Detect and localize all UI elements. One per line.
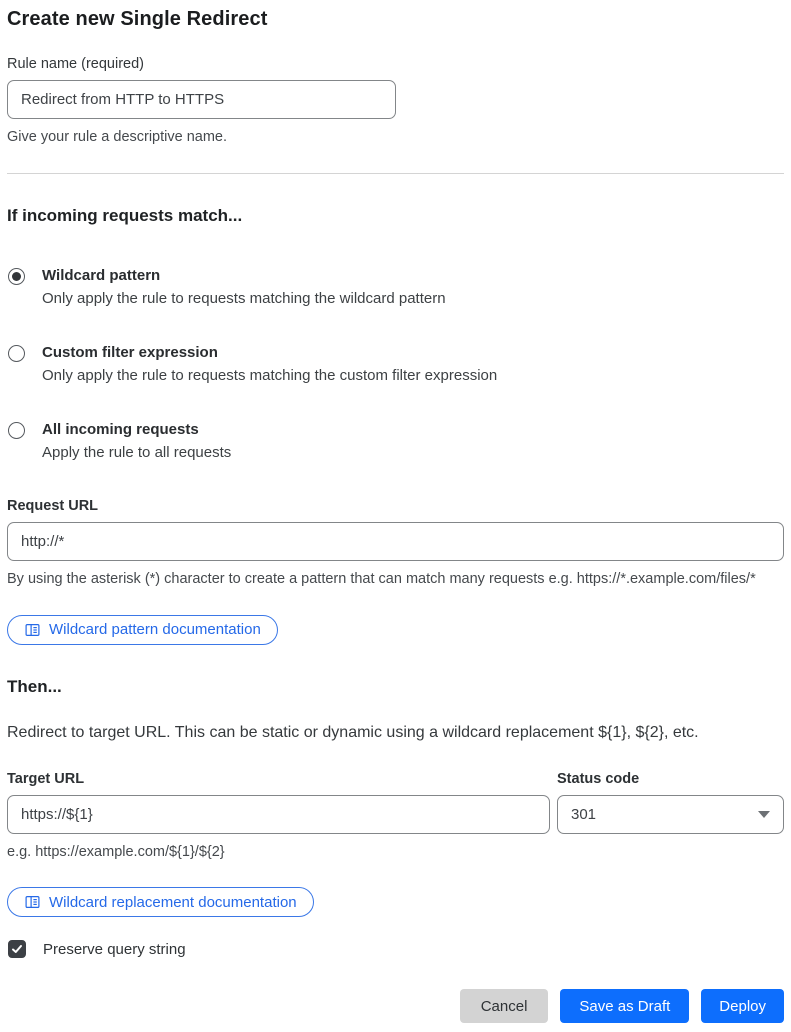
open-book-icon	[24, 894, 41, 910]
request-url-group	[7, 498, 784, 590]
deploy-button[interactable]: Deploy	[701, 989, 784, 1023]
target-url-label: Target URL	[7, 770, 85, 787]
radio-option-description: Only apply the rule to requests matching the wildcard pattern	[42, 290, 446, 308]
rule-name-group	[7, 56, 784, 148]
open-book-icon	[24, 622, 41, 638]
preserve-query-label: Preserve query string	[43, 940, 186, 958]
cancel-button[interactable]: Cancel	[460, 989, 549, 1023]
target-row	[7, 771, 784, 863]
preserve-query-checkbox[interactable]	[8, 940, 26, 958]
doc-button-label: Wildcard replacement documentation	[49, 893, 297, 911]
footer-actions	[460, 989, 784, 1023]
radio-option-label: Custom filter expression	[42, 344, 218, 362]
target-url-help: e.g. https://example.com/${1}/${2}	[7, 843, 225, 860]
match-type-radio-group	[7, 267, 784, 461]
chevron-down-icon	[758, 811, 770, 818]
target-url-input[interactable]	[7, 795, 550, 834]
radio-option-description: Only apply the rule to requests matching the custom filter expression	[42, 367, 498, 385]
save-as-draft-button[interactable]: Save as Draft	[560, 989, 689, 1023]
then-section-heading: Then...	[7, 676, 62, 696]
radio-option-label: Wildcard pattern	[42, 267, 161, 285]
target-url-group	[7, 771, 550, 863]
radio-option-all-incoming-requests[interactable]	[7, 421, 784, 461]
status-code-selected-value: 301	[571, 805, 597, 823]
radio-button-icon[interactable]	[8, 345, 25, 362]
doc-button-label: Wildcard pattern documentation	[49, 621, 261, 639]
rule-name-input[interactable]	[7, 80, 396, 119]
then-section-description: Redirect to target URL. This can be static or dynamic using a wildcard replacement ${1}, ${2}, etc.	[7, 723, 699, 741]
request-url-help: By using the asterisk (*) character to create a pattern that can match many requests e.g. https://*.example.com/files/*	[7, 571, 756, 588]
radio-button-icon[interactable]	[8, 422, 25, 439]
rule-name-help: Give your rule a descriptive name.	[7, 129, 228, 145]
wildcard-replacement-documentation-button[interactable]	[7, 887, 314, 917]
match-section-heading: If incoming requests match...	[7, 206, 243, 226]
page-title: Create new Single Redirect	[7, 8, 268, 30]
radio-option-label: All incoming requests	[42, 421, 199, 439]
radio-button-icon[interactable]	[8, 268, 25, 285]
section-divider	[7, 173, 784, 174]
status-code-select[interactable]	[557, 795, 784, 834]
status-code-group	[557, 771, 784, 863]
rule-name-label: Rule name (required)	[7, 56, 145, 72]
radio-option-custom-filter-expression[interactable]	[7, 344, 784, 384]
request-url-label: Request URL	[7, 498, 99, 515]
wildcard-pattern-documentation-button[interactable]	[7, 615, 278, 645]
preserve-query-row[interactable]	[7, 940, 784, 958]
radio-option-wildcard-pattern[interactable]	[7, 267, 784, 307]
request-url-input[interactable]	[7, 522, 784, 561]
radio-option-description: Apply the rule to all requests	[42, 444, 232, 462]
status-code-label: Status code	[557, 770, 640, 787]
